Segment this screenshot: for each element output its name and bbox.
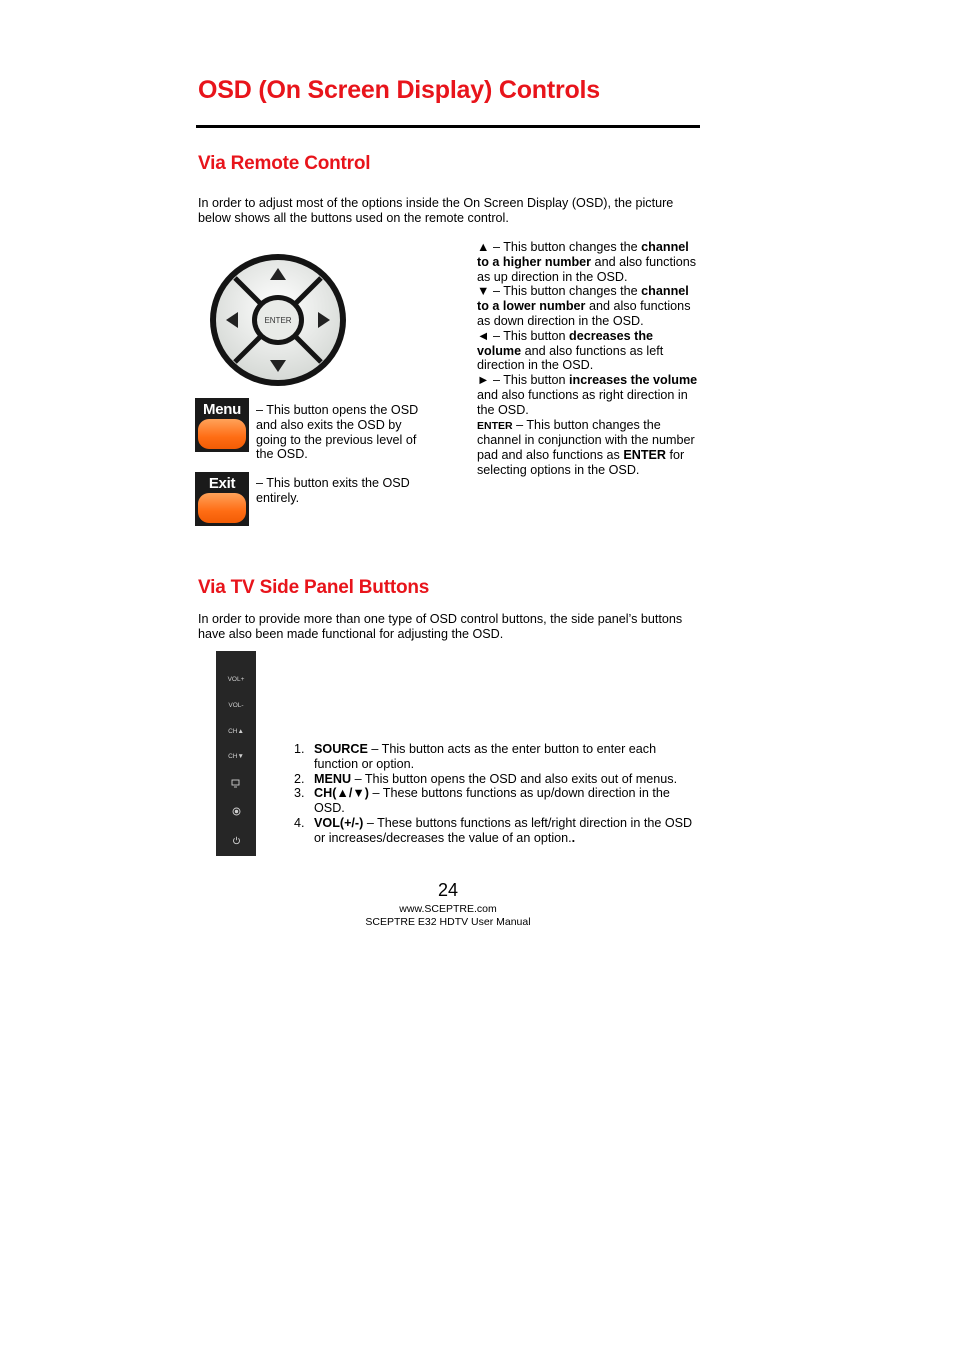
- footer-manual-title: SCEPTRE E32 HDTV User Manual: [365, 916, 531, 928]
- menu-button-label: Menu: [203, 401, 241, 418]
- panel-label-vol-up: VOL+: [227, 676, 245, 683]
- panel-label-ch-down: CH▼: [228, 753, 244, 760]
- list-item: 2. MENU – This button opens the OSD and also exits out of menus.: [294, 771, 678, 786]
- side-panel-image: [216, 651, 256, 856]
- menu-button-image: [195, 398, 249, 452]
- exit-button-desc: – This button exits the OSD entirely.: [256, 476, 410, 505]
- page-number: 24: [437, 880, 459, 900]
- up-desc: ▲ – This button changes the channel to a higher number and also functions as up direction in the OSD.: [477, 240, 697, 284]
- remote-dpad-illustration: [208, 252, 348, 388]
- remote-heading: Via Remote Control: [198, 153, 371, 174]
- side-panel-intro: In order to provide more than one type of OSD control buttons, the side panel’s buttons have also been made functional for adjusting the OSD.: [198, 612, 683, 641]
- left-desc: ◄ – This button decreases the volume and also functions as left direction in the OSD.: [477, 328, 664, 373]
- panel-label-vol-down: VOL-: [228, 702, 244, 709]
- exit-button-label: Exit: [208, 475, 236, 492]
- page-title: OSD (On Screen Display) Controls: [198, 76, 601, 104]
- list-item: 4. VOL(+/-) – These buttons functions as left/right direction in the OSD or increases/decreases the value of an option..: [294, 815, 693, 845]
- title-divider: [196, 125, 700, 128]
- right-desc: ► – This button increases the volume and also functions as right direction in the OSD.: [477, 373, 698, 417]
- menu-icon: [232, 807, 241, 816]
- remote-intro: In order to adjust most of the options inside the On Screen Display (OSD), the picture below shows all the buttons used on the remote control.: [198, 196, 674, 225]
- footer-url: www.SCEPTRE.com: [399, 903, 497, 915]
- down-desc: ▼ – This button changes the channel to a lower number and also functions as down direction in the OSD.: [477, 284, 691, 328]
- list-item: 3. CH(▲/▼) – These buttons functions as up/down direction in the OSD.: [294, 786, 670, 816]
- dpad-enter-label: ENTER: [264, 316, 292, 325]
- panel-label-ch-up: CH▲: [228, 728, 244, 735]
- remote-button-descriptions: [477, 240, 699, 478]
- enter-desc: ENTER – This button changes the channel in conjunction with the number pad and also functions as ENTER for selecting options in the OSD.: [477, 417, 695, 477]
- list-item: 1. SOURCE – This button acts as the enter button to enter each function or option.: [294, 742, 657, 771]
- side-panel-heading: Via TV Side Panel Buttons: [198, 577, 430, 598]
- source-icon: [231, 779, 241, 788]
- power-icon: [232, 836, 241, 845]
- side-panel-steps: [294, 742, 694, 846]
- menu-button-desc: – This button opens the OSD and also exits the OSD by going to the previous level of the OSD.: [256, 403, 419, 462]
- exit-button-image: [195, 472, 249, 526]
